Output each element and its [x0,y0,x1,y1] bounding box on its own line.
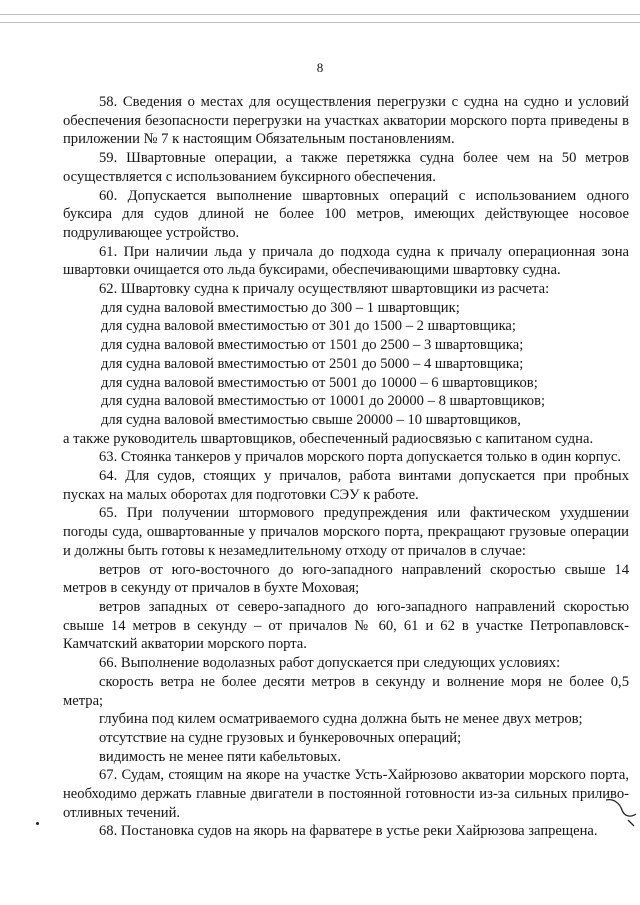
paragraph-65: 65. При получении штормового предупреждения или фактическом ухудшении погоды суда, ошвартованные у причалов морского порта, прекращают грузовые операции и должны быть готовы к незамедлительному отходу от причалов в случае: [63,505,629,559]
paragraph-58: 58. Сведения о местах для осуществления перегрузки с судна на судно и условий обеспечения безопасности перегрузки на участках акватории морского порта приведены в приложении № 7 к настоящим Обязательным постановлениям. [63,94,629,148]
paragraph-65-wind-east: ветров от юго-восточного до юго-западного направлений скоростью свыше 14 метров в секунду от причалов в бухте Моховая; [63,561,629,597]
list-item: для судна валовой вместимостью свыше 20000 – 10 швартовщиков, [101,411,521,428]
list-item: для судна валовой вместимостью от 1501 до 2500 – 3 швартовщика; [101,337,524,354]
paragraph-66-depth: глубина под килем осматриваемого судна должна быть не менее двух метров; [99,711,583,728]
handwritten-mark [600,790,640,830]
document-body [63,93,629,841]
paragraph-66-cargo: отсутствие на судне грузовых и бункеровочных операций; [99,729,462,746]
paragraph-68: 68. Постановка судов на якорь на фарватере в устье реки Хайрюзова запрещена. [99,823,598,840]
list-item: для судна валовой вместимостью от 5001 до 10000 – 6 швартовщиков; [101,374,538,391]
paragraph-61: 61. При наличии льда у причала до подхода судна к причалу операционная зона швартовки очищается ото льда буксирами, обеспечивающими швартовку судна. [63,243,629,279]
paragraph-62-tail: а также руководитель швартовщиков, обеспеченный радиосвязью с капитаном судна. [63,430,594,447]
paragraph-63: 63. Стоянка танкеров у причалов морского порта допускается только в один корпус. [99,449,622,466]
scan-speck [36,822,39,825]
paragraph-65-wind-west: ветров западных от северо-западного до юго-западного направлений скоростью свыше 14 метров в секунду – от причалов № 60, 61 и 62 в участке Петропавловск-Камчатский акватории морского порта. [63,598,629,653]
paragraph-66: 66. Выполнение водолазных работ допускается при следующих условиях: [99,655,561,672]
list-item: для судна валовой вместимостью от 301 до 1500 – 2 швартовщика; [101,318,516,335]
paragraph-60: 60. Допускается выполнение швартовных операций с использованием одного буксира для судов длиной не более 100 метров, имеющих действующее носовое подруливающее устройство. [63,187,629,241]
list-item: для судна валовой вместимостью до 300 – 1 швартовщик; [101,299,460,316]
paragraph-62: 62. Швартовку судна к причалу осуществляют швартовщики из расчета: [99,281,550,298]
paragraph-66-wind: скорость ветра не более десяти метров в секунду и волнение моря не более 0,5 метра; [63,673,629,709]
top-border-line [0,22,640,23]
list-item: для судна валовой вместимостью от 2501 до 5000 – 4 швартовщика; [101,355,524,372]
list-item: для судна валовой вместимостью от 10001 до 20000 – 8 швартовщиков; [101,393,546,410]
paragraph-64: 64. Для судов, стоящих у причалов, работа винтами допускается при пробных пусках на малых оборотах для подготовки СЭУ к работе. [63,468,629,503]
paragraph-59: 59. Швартовные операции, а также перетяжка судна более чем на 50 метров осуществляется с использованием буксирного обеспечения. [63,150,629,185]
top-border-line [0,14,640,15]
paragraph-66-visibility: видимость не менее пяти кабельтовых. [99,748,341,765]
paragraph-67: 67. Судам, стоящим на якоре на участке Усть-Хайрюзово акватории морского порта, необходимо держать главные двигатели в постоянной готовности из-за сильных приливо-отливных течений. [63,767,629,821]
page-number: 8 [316,60,324,75]
